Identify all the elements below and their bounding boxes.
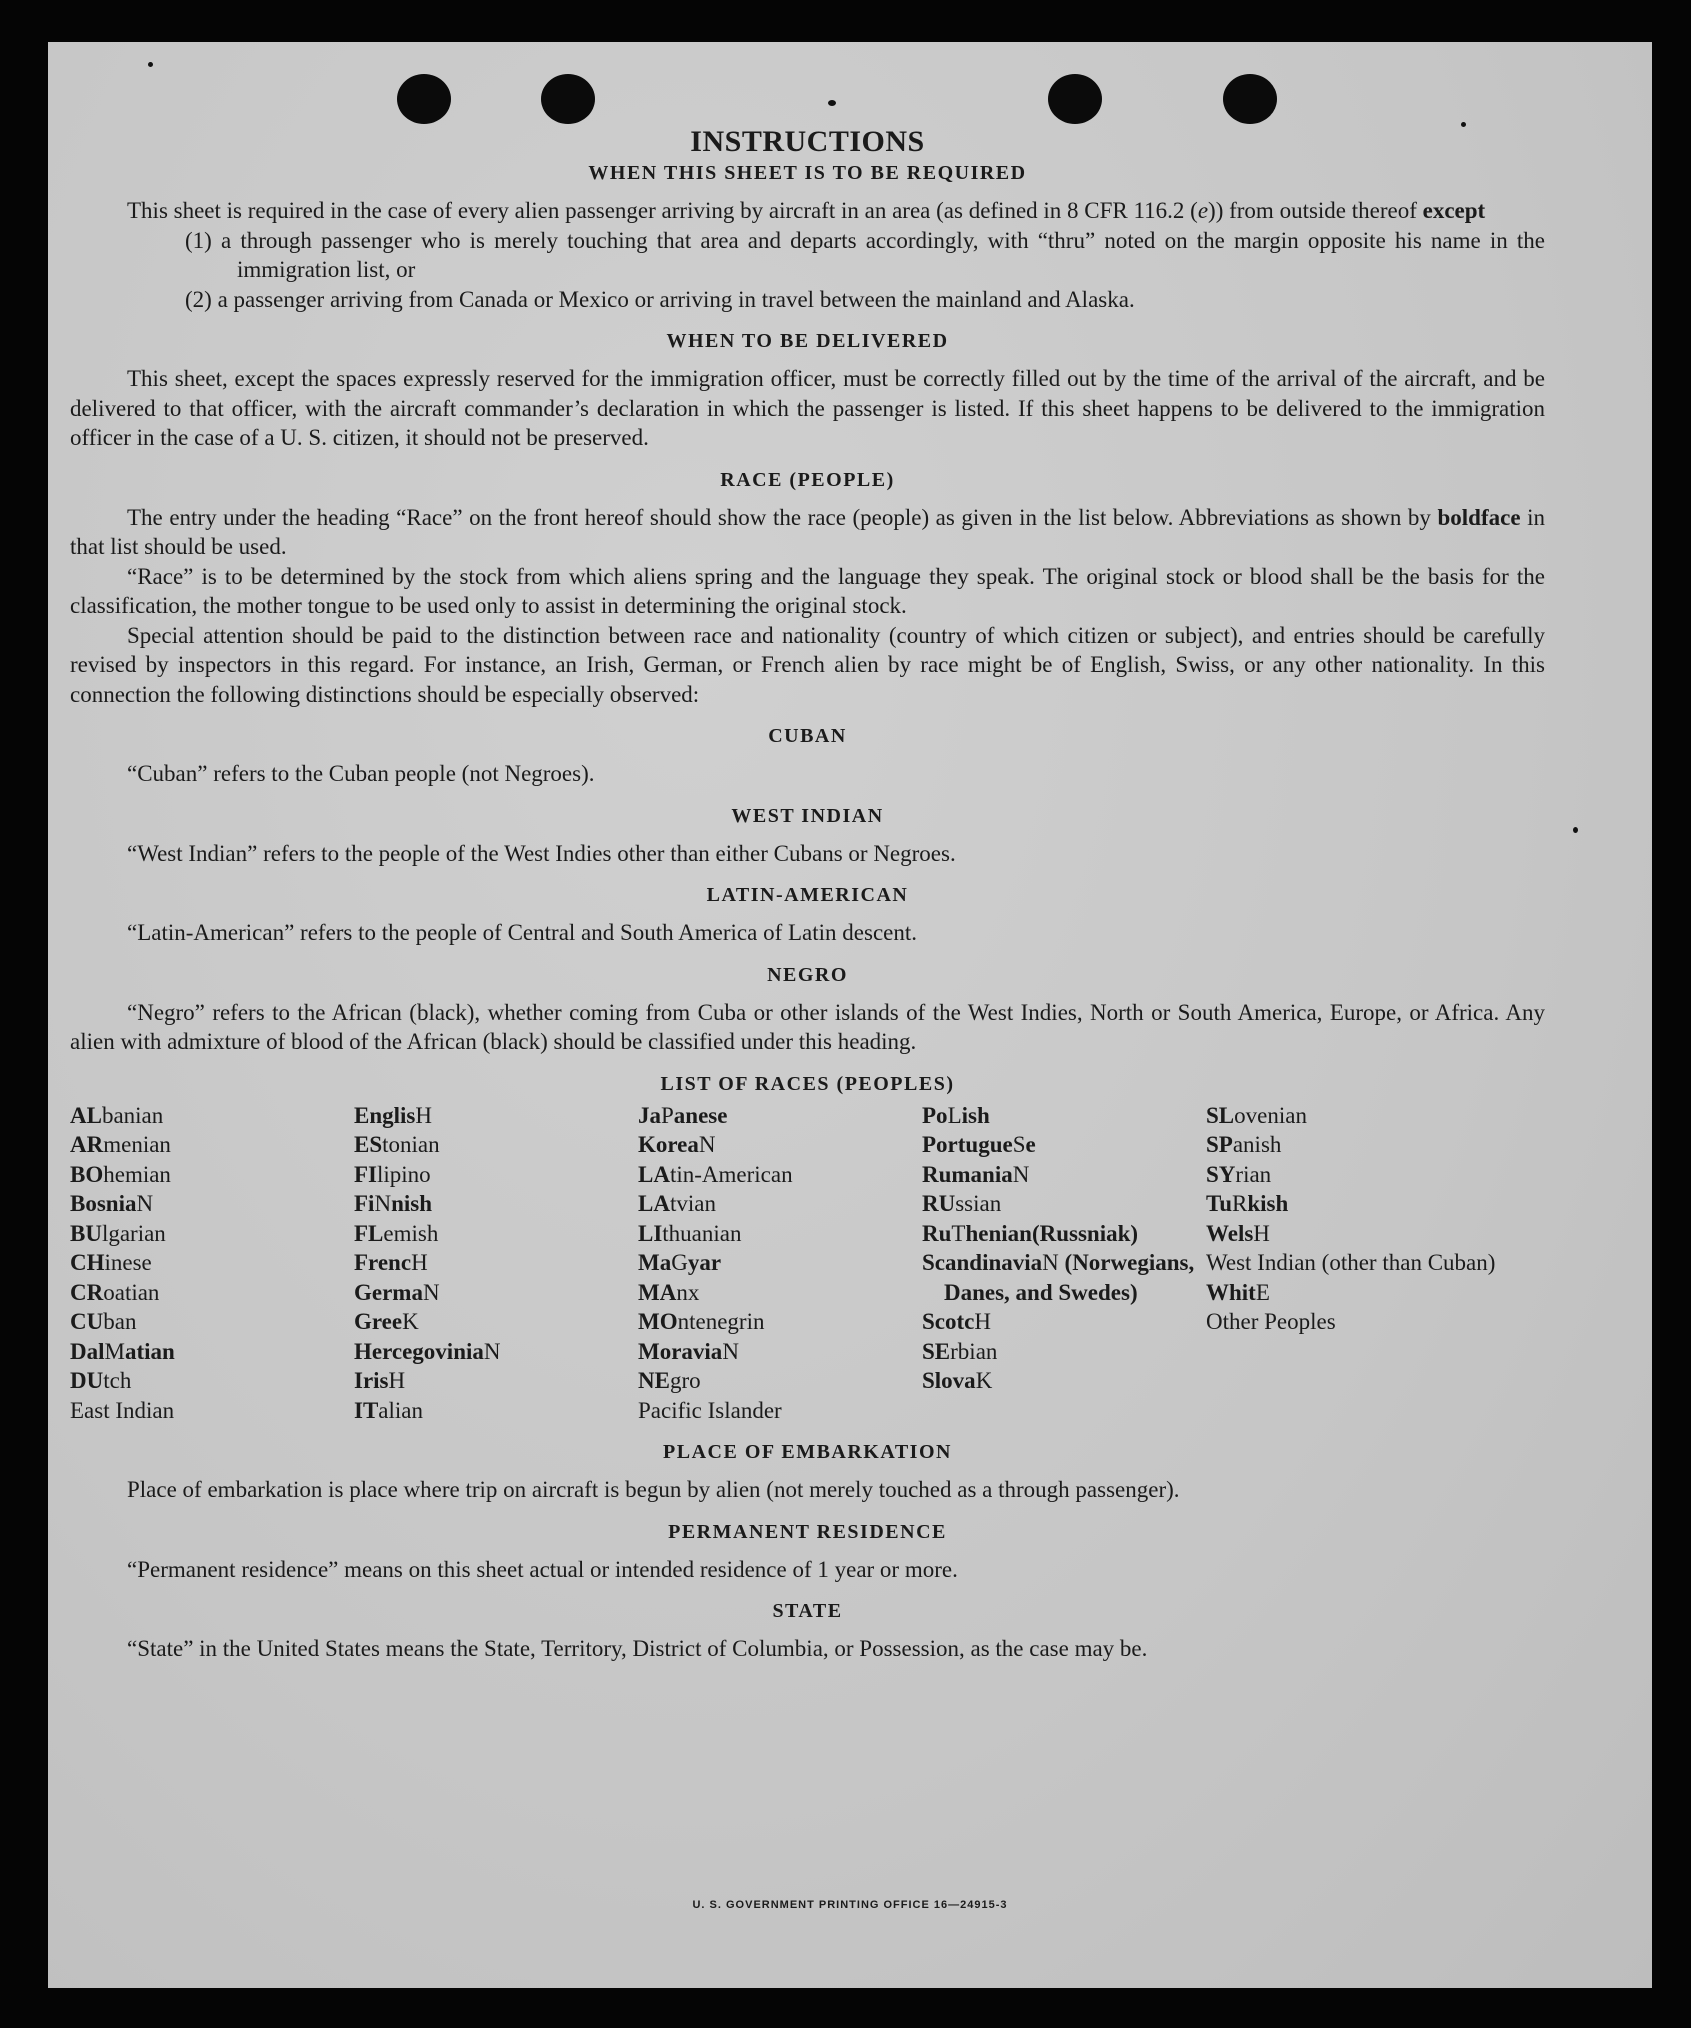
text-run: boldface: [1437, 504, 1521, 530]
race-entry: [354, 1130, 638, 1160]
races-column-4: [922, 1101, 1206, 1426]
race-entry-text: tonian: [382, 1132, 440, 1157]
race-entry: [1206, 1278, 1506, 1308]
race-entry: [1206, 1101, 1506, 1131]
race-entry: [70, 1278, 354, 1308]
race-entry-text: S: [1012, 1132, 1026, 1157]
race-entry: [354, 1337, 638, 1367]
paragraph-race-3: Special attention should be paid to the distinction between race and nationality (country of which citizen or subject), and entries should be carefully revised by inspectors in this regard. For instance, an Irish, German, or French alien by race might be of English, Swiss, or any other nationality. In this connection the following distinctions should be especially observed:: [70, 622, 1545, 707]
condition-2: (2) a passenger arriving from Canada or Mexico or arriving in travel between the mainland and Alaska.: [185, 286, 1135, 312]
race-entry: [922, 1160, 1206, 1190]
race-entry-text: E: [1255, 1279, 1270, 1305]
race-entry-text: N: [136, 1191, 154, 1216]
condition-1: (1) a through passenger who is merely touching that area and departs accordingly, with “thru” noted on the margin opposite his name in the immigration list, or: [185, 227, 1545, 282]
race-entry-text: Bosnia: [70, 1191, 137, 1216]
race-entry-text: menian: [103, 1132, 171, 1157]
race-entry: [922, 1307, 1206, 1337]
race-entry: [354, 1307, 638, 1337]
race-entry: [638, 1278, 922, 1308]
race-entry-text: Whit: [1206, 1279, 1256, 1305]
race-entry: [922, 1248, 1206, 1307]
paragraph-when-delivered: This sheet, except the spaces expressly reserved for the immigration officer, must be correctly filled out by the time of the arrival of the aircraft, and be delivered to that officer, with the aircraft commander’s declaration in which the passenger is listed. If this sheet happens to be delivered to the immigration officer in the case of a U. S. citizen, it should not be preserved.: [70, 366, 1545, 450]
text-run: The entry under the heading “Race” on the front hereof should show the race (people) as given in the list below. Abbreviations as shown by: [127, 504, 1438, 530]
text-run: e: [1197, 198, 1209, 223]
race-entry: [354, 1248, 638, 1278]
race-entry-text: R: [1232, 1191, 1248, 1216]
race-entry-text: Ma: [638, 1250, 672, 1275]
race-entry: [70, 1366, 354, 1396]
race-entry-text: LA: [638, 1191, 670, 1216]
race-entry: [638, 1248, 922, 1278]
race-entry: [70, 1337, 354, 1367]
race-entry: [1206, 1219, 1506, 1249]
race-entry: [922, 1189, 1206, 1219]
heading-race: RACE (PEOPLE): [720, 468, 895, 491]
race-entry-text: FI: [354, 1161, 377, 1187]
race-entry-text: N: [374, 1191, 392, 1216]
race-entry-text: nish: [391, 1191, 433, 1216]
race-entry-text: Po: [922, 1102, 948, 1128]
race-entry-text: rian: [1235, 1161, 1272, 1187]
race-entry: [638, 1160, 922, 1190]
race-entry: [638, 1366, 922, 1396]
race-entry-text: H: [388, 1368, 406, 1393]
race-entry-text: SE: [922, 1338, 951, 1364]
race-entry-text: SP: [1206, 1132, 1233, 1157]
race-entry-text: tvian: [669, 1191, 716, 1216]
heading-when-delivered: WHEN TO BE DELIVERED: [666, 330, 949, 352]
race-entry-text: P: [661, 1102, 674, 1128]
race-entry-text: SL: [1206, 1102, 1235, 1128]
race-entry-text: Portugue: [922, 1132, 1013, 1157]
race-entry-text: anish: [1232, 1132, 1282, 1157]
race-entry: [354, 1101, 638, 1131]
race-entry: [638, 1219, 922, 1249]
race-entry-text: MO: [638, 1309, 678, 1334]
race-entry-text: Korea: [638, 1132, 699, 1157]
paragraph-west-indian: “West Indian” refers to the people of the West Indies other than either Cubans or Negroes.: [127, 840, 956, 866]
race-entry-text: henian(Russniak): [965, 1220, 1139, 1246]
race-entry-text: DU: [70, 1368, 104, 1393]
page-title: INSTRUCTIONS: [690, 125, 925, 158]
race-entry-text: tch: [103, 1368, 132, 1393]
race-entry: [354, 1219, 638, 1249]
race-entry-text: N: [698, 1132, 716, 1157]
races-column-3: [638, 1101, 922, 1426]
races-column-1: [70, 1101, 354, 1426]
punch-hole: [397, 74, 451, 124]
race-entry-text: NE: [638, 1368, 670, 1393]
race-entry-text: (Norwegians, Danes, and Swedes): [944, 1250, 1195, 1305]
race-entry-text: CU: [70, 1309, 104, 1334]
heading-negro: NEGRO: [767, 963, 848, 986]
race-entry-text: BU: [70, 1220, 102, 1246]
race-entry-text: ovenian: [1234, 1102, 1307, 1128]
race-entry-text: N: [1042, 1250, 1059, 1275]
race-entry-text: AL: [70, 1102, 102, 1128]
race-entry-text: Ja: [638, 1102, 661, 1128]
race-entry-text: ntenegrin: [677, 1309, 765, 1334]
paragraph-race-1: [70, 503, 1545, 562]
race-entry-text: G: [671, 1250, 688, 1275]
race-entry-text: alian: [378, 1397, 423, 1423]
race-entry: [1206, 1189, 1506, 1219]
race-entry: [354, 1278, 638, 1308]
race-entry: [70, 1307, 354, 1337]
race-entry-text: yar: [687, 1250, 722, 1275]
races-list: [70, 1101, 1545, 1426]
race-entry-text: SY: [1206, 1161, 1236, 1187]
text-run: This sheet is required in the case of every alien passenger arriving by aircraft in an area (as defined in 8 CFR 116.2 (: [127, 198, 1198, 223]
race-entry-text: Englis: [354, 1102, 416, 1128]
race-entry-text: H: [415, 1102, 432, 1128]
race-entry-text: Gree: [354, 1309, 403, 1334]
race-entry-text: Germa: [354, 1279, 423, 1305]
race-entry-text: West Indian (other than Cuban): [1206, 1250, 1496, 1275]
race-entry: [1206, 1160, 1506, 1190]
heading-latin-american: LATIN-AMERICAN: [706, 884, 909, 906]
race-entry-text: Dal: [70, 1338, 105, 1364]
race-entry-text: Ru: [922, 1220, 952, 1246]
paragraph-when-required: [70, 196, 1545, 226]
race-entry-text: hemian: [103, 1161, 171, 1187]
race-entry-text: RU: [922, 1191, 956, 1216]
paragraph-cuban: “Cuban” refers to the Cuban people (not Negroes).: [127, 761, 595, 786]
paragraph-negro: “Negro” refers to the African (black), whether coming from Cuba or other islands of the West Indies, North or South America, Europe, or Africa. Any alien with admixture of blood of the African (black) should be classified under this heading.: [70, 999, 1545, 1054]
race-entry: [70, 1189, 354, 1219]
race-entry-text: Scotc: [922, 1309, 975, 1334]
text-run: )) from outside thereof: [1208, 198, 1423, 223]
race-entry-text: gro: [669, 1368, 701, 1393]
race-entry: [354, 1160, 638, 1190]
race-entry-text: AR: [70, 1132, 104, 1157]
race-entry-text: MA: [638, 1279, 677, 1305]
heading-state: STATE: [772, 1600, 843, 1622]
text-run: in that list should be used.: [70, 504, 1546, 559]
race-entry-text: Frenc: [354, 1250, 412, 1275]
race-entry-text: CH: [70, 1250, 105, 1275]
heading-list-of-races: LIST OF RACES (PEOPLES): [660, 1072, 955, 1095]
race-entry-text: thuanian: [662, 1220, 742, 1246]
paragraph-place-of-embarkation: Place of embarkation is place where trip on aircraft is begun by alien (not merely touched as a through passenger).: [127, 1477, 1180, 1502]
race-entry-text: Scandinavia: [922, 1250, 1043, 1275]
race-entry: [638, 1307, 922, 1337]
race-entry-text: banian: [101, 1102, 164, 1128]
race-entry-text: LI: [638, 1220, 663, 1246]
race-entry-text: N: [422, 1279, 440, 1305]
heading-place-of-embarkation: PLACE OF EMBARKATION: [663, 1441, 952, 1463]
race-entry-text: Tu: [1206, 1191, 1233, 1216]
punch-hole: [1223, 74, 1277, 124]
race-entry-text: East Indian: [70, 1397, 175, 1423]
race-entry-text: T: [951, 1220, 966, 1246]
race-entry: [70, 1101, 354, 1131]
race-entry-text: Hercegovinia: [354, 1338, 484, 1364]
race-entry: [922, 1130, 1206, 1160]
race-entry-text: ssian: [955, 1191, 1002, 1216]
race-entry-text: Moravia: [638, 1338, 723, 1364]
race-entry-text: N: [1012, 1161, 1030, 1187]
race-entry-text: N: [483, 1338, 501, 1364]
race-entry-text: BO: [70, 1161, 104, 1187]
race-entry: [70, 1130, 354, 1160]
ink-speck: [148, 62, 153, 67]
race-entry-text: ES: [354, 1132, 383, 1157]
race-entry: [922, 1219, 1206, 1249]
race-entry: [638, 1189, 922, 1219]
race-entry-text: kish: [1247, 1191, 1289, 1216]
race-entry-text: LA: [638, 1161, 670, 1187]
document-sheet: [48, 42, 1652, 1988]
race-entry-text: L: [947, 1102, 962, 1128]
race-entry: [638, 1130, 922, 1160]
race-entry: [70, 1248, 354, 1278]
race-entry-text: lipino: [377, 1161, 431, 1187]
race-entry-text: Fi: [354, 1191, 375, 1216]
race-entry: [638, 1101, 922, 1131]
race-entry-text: H: [1253, 1220, 1270, 1246]
races-column-2: [354, 1101, 638, 1426]
race-entry-text: K: [402, 1309, 419, 1334]
race-entry: [922, 1366, 1206, 1396]
race-entry-text: H: [411, 1250, 428, 1275]
race-entry-text: N: [722, 1338, 739, 1364]
race-entry: [354, 1366, 638, 1396]
race-entry-text: oatian: [103, 1279, 160, 1305]
race-entry-text: Other Peoples: [1206, 1309, 1336, 1334]
ink-speck: [828, 100, 836, 106]
race-entry-text: emish: [383, 1220, 439, 1246]
race-entry-text: atian: [124, 1338, 175, 1364]
race-entry-text: FL: [354, 1220, 384, 1246]
race-entry-text: M: [104, 1338, 125, 1364]
paragraph-state: “State” in the United States means the State, Territory, District of Columbia, or Possession, as the case may be.: [127, 1636, 1148, 1661]
race-entry-text: Pacific Islander: [638, 1397, 782, 1423]
heading-permanent-residence: PERMANENT RESIDENCE: [668, 1520, 947, 1543]
race-entry: [70, 1219, 354, 1249]
heading-when-required: WHEN THIS SHEET IS TO BE REQUIRED: [588, 162, 1027, 184]
printing-office-footer: U. S. GOVERNMENT PRINTING OFFICE 16—24915-3: [692, 1899, 1008, 1911]
race-entry: [1206, 1130, 1506, 1160]
paragraph-latin-american: “Latin-American” refers to the people of Central and South America of Latin descent.: [127, 920, 917, 945]
race-entry: [70, 1160, 354, 1190]
races-column-5: [1206, 1101, 1506, 1426]
heading-cuban: CUBAN: [768, 725, 847, 747]
race-entry-text: Iris: [354, 1368, 389, 1393]
race-entry-text: Rumania: [922, 1161, 1013, 1187]
race-entry: [922, 1337, 1206, 1367]
paragraph-race-2: “Race” is to be determined by the stock from which aliens spring and the language they speak. The original stock or blood shall be the basis for the classification, the mother tongue to be used only to assist in determining the original stock.: [70, 563, 1545, 618]
race-entry: [70, 1396, 354, 1426]
ink-speck: [1573, 827, 1578, 833]
instructions-body: [70, 124, 1545, 1664]
race-entry-text: Slova: [922, 1368, 976, 1393]
text-run: except: [1422, 198, 1486, 223]
race-entry-text: ban: [103, 1309, 137, 1334]
race-entry: [354, 1189, 638, 1219]
race-entry: [354, 1396, 638, 1426]
race-entry-text: K: [975, 1368, 993, 1393]
race-entry-text: nx: [676, 1279, 700, 1305]
race-entry: [638, 1396, 922, 1426]
race-entry-text: Wels: [1206, 1220, 1254, 1246]
race-entry-text: e: [1025, 1132, 1036, 1157]
heading-west-indian: WEST INDIAN: [731, 804, 884, 827]
race-entry-text: lgarian: [101, 1220, 166, 1246]
race-entry-text: H: [974, 1309, 991, 1334]
race-entry-text: ish: [961, 1102, 990, 1128]
punch-hole: [541, 74, 595, 124]
race-entry-text: IT: [354, 1397, 379, 1423]
paragraph-permanent-residence: “Permanent residence” means on this sheet actual or intended residence of 1 year or more.: [127, 1556, 958, 1582]
race-entry: [1206, 1307, 1506, 1337]
punch-hole: [1048, 74, 1102, 124]
race-entry-text: anese: [673, 1102, 728, 1128]
race-entry-text: inese: [104, 1250, 152, 1275]
race-entry: [1206, 1248, 1506, 1278]
race-entry-text: rbian: [950, 1338, 998, 1364]
race-entry: [638, 1337, 922, 1367]
race-entry: [922, 1101, 1206, 1131]
race-entry-text: CR: [70, 1279, 104, 1305]
race-entry-text: tin-American: [669, 1161, 793, 1187]
